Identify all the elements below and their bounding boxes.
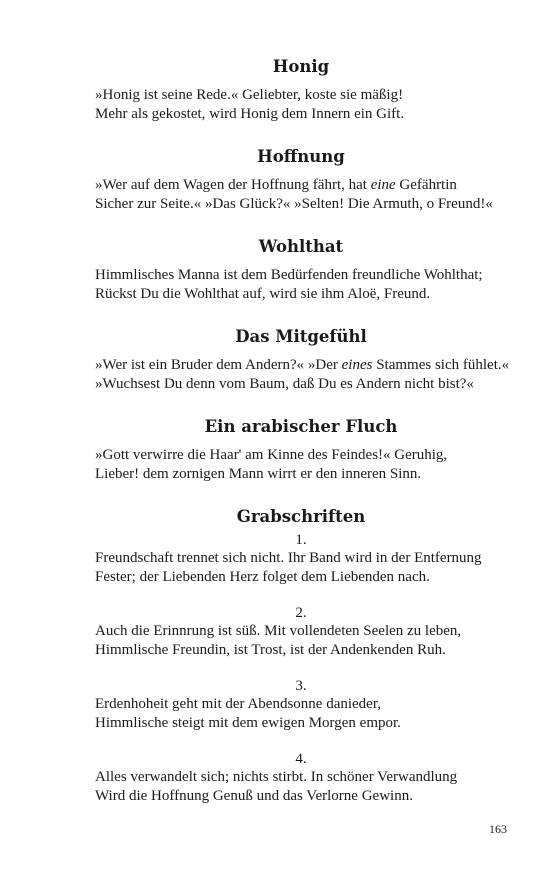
poem-title: Das Mitgefühl xyxy=(235,327,367,346)
poem-lines xyxy=(95,86,507,124)
emphasized-word: eines xyxy=(341,357,373,373)
epitaph xyxy=(95,605,507,660)
page-number: 163 xyxy=(489,822,507,836)
epitaph-number: 1. xyxy=(295,532,307,548)
poem-line: Alles verwandelt sich; nichts stirbt. In schöner Verwandlung xyxy=(95,769,458,785)
poem-line: »Honig ist seine Rede.« Geliebter, koste sie mäßig! xyxy=(95,87,404,103)
poem-title: Ein arabischer Fluch xyxy=(204,417,398,436)
poem-text: »Wer auf dem Wagen der Hoffnung fährt, hat xyxy=(95,177,371,193)
epitaph xyxy=(95,678,507,733)
poem-line: Auch die Erinnrung ist süß. Mit vollendeten Seelen zu leben, xyxy=(95,623,462,639)
poem-line: »Gott verwirre die Haar' am Kinne des Feindes!« Geruhig, xyxy=(95,447,448,463)
page-body xyxy=(95,56,510,824)
poem-text: Stammes sich fühlet.« xyxy=(372,357,510,373)
poem-grabschriften xyxy=(95,506,507,806)
epitaph-number: 4. xyxy=(295,751,307,767)
poem-arabischer-fluch xyxy=(95,416,507,484)
poem-line: Mehr als gekostet, wird Honig dem Innern ein Gift. xyxy=(95,106,405,122)
poem-title: Grabschriften xyxy=(236,507,366,526)
poem-mitgefuehl xyxy=(95,326,510,394)
poem-wohlthat xyxy=(95,236,507,304)
epitaph xyxy=(95,532,507,587)
poem-lines xyxy=(95,356,510,394)
poem-lines xyxy=(95,266,507,304)
poem-lines xyxy=(95,446,507,484)
poem-text: »Wer ist ein Bruder dem Andern?« »Der xyxy=(95,357,342,373)
poem-line: Wird die Hoffnung Genuß und das Verlorne Gewinn. xyxy=(95,788,413,804)
poem-title: Hoffnung xyxy=(257,147,345,166)
poem-line: Sicher zur Seite.« »Das Glück?« »Selten! Die Armuth, o Freund!« xyxy=(95,196,493,212)
poem-line: Erdenhoheit geht mit der Abendsonne danieder, xyxy=(95,696,381,712)
epitaph xyxy=(95,751,507,806)
epitaph-number: 3. xyxy=(295,678,307,694)
poem-lines xyxy=(95,176,507,214)
poem-title: Honig xyxy=(272,57,330,76)
poem-line: Himmlische steigt mit dem ewigen Morgen empor. xyxy=(95,715,401,731)
poem-line: »Wuchsest Du denn vom Baum, daß Du es Andern nicht bist?« xyxy=(95,376,474,392)
poem-line xyxy=(95,356,510,375)
poem-line: Fester; der Liebenden Herz folget dem Liebenden nach. xyxy=(95,569,430,585)
poem-line xyxy=(95,176,507,195)
poem-hoffnung xyxy=(95,146,507,214)
poem-line: Himmlische Freundin, ist Trost, ist der Andenkenden Ruh. xyxy=(95,642,446,658)
poem-honig xyxy=(95,56,507,124)
poem-text: Gefährtin xyxy=(395,177,457,193)
poem-line: Lieber! dem zornigen Mann wirrt er den inneren Sinn. xyxy=(95,466,422,482)
poem-line: Himmlisches Manna ist dem Bedürfenden freundliche Wohlthat; xyxy=(95,267,483,283)
poem-line: Rückst Du die Wohlthat auf, wird sie ihm Aloë, Freund. xyxy=(95,286,431,302)
epitaph-number: 2. xyxy=(295,605,307,621)
poem-title: Wohlthat xyxy=(258,237,344,256)
poem-line: Freundschaft trennet sich nicht. Ihr Band wird in der Entfernung xyxy=(95,550,482,566)
emphasized-word: eine xyxy=(370,177,396,193)
